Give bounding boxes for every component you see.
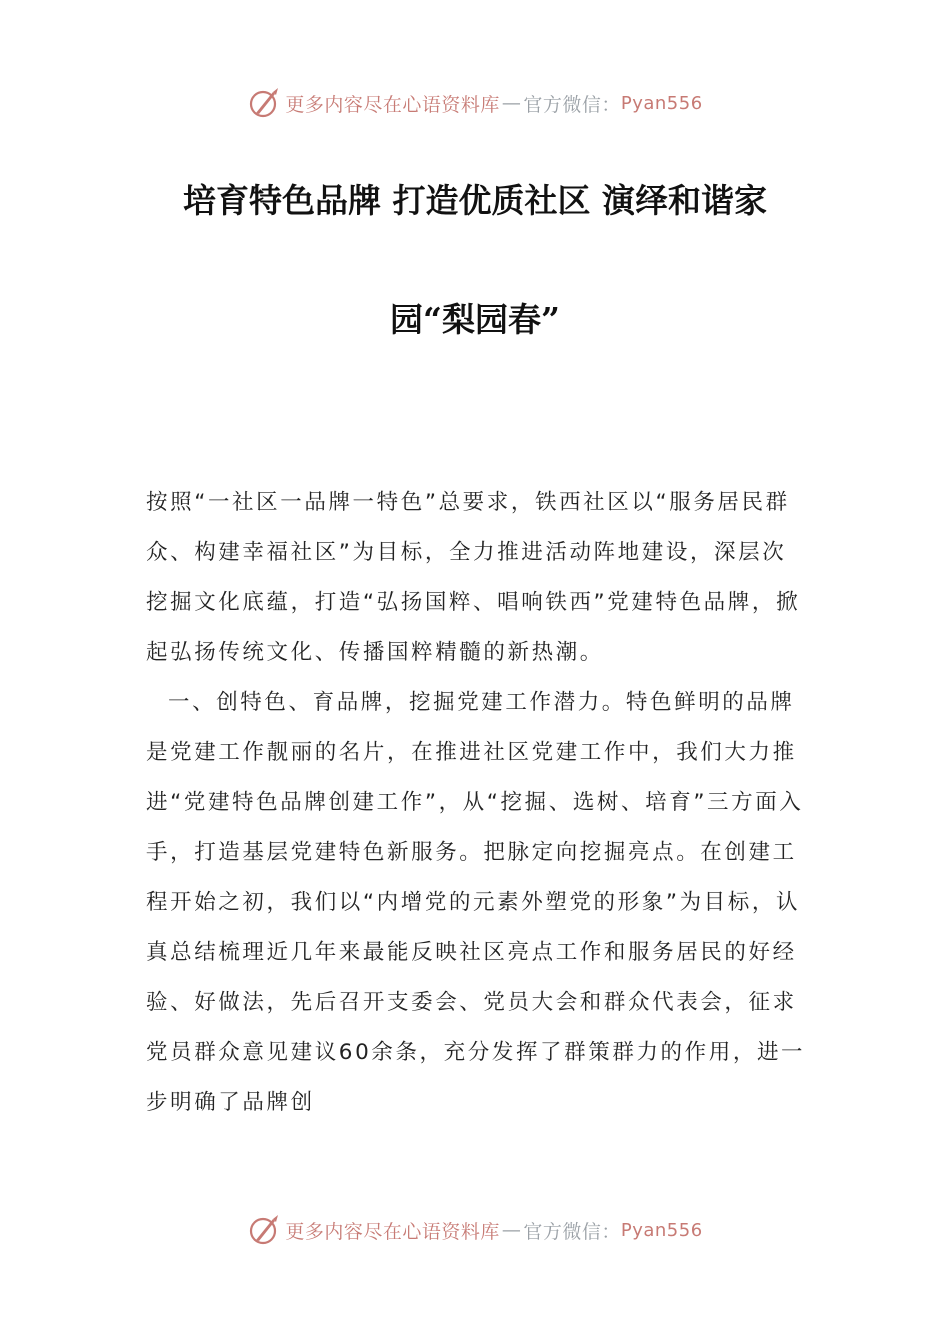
watermark-brand-text: 官方微信： [523, 1220, 621, 1243]
watermark-separator: — [501, 1219, 522, 1241]
watermark-wechat-id: Pyan556 [620, 92, 703, 114]
body-paragraph-1: 按照“一社区一品牌一特色”总要求，铁西社区以“服务居民群众、构建幸福社区”为目标，全力推进活动阵地建设，深层次挖掘文化底蕴，打造“弘扬国粹、唱响铁西”党建特色品牌，掀起弘扬传统文化、传播国粹精髓的新热潮。 [146, 490, 801, 665]
document-title-line-2: 园“梨园春” [390, 300, 560, 339]
watermark-lead-text: 更多内容尽在心语资料库 [285, 1220, 500, 1243]
watermark-wechat-id: Pyan556 [620, 1219, 703, 1241]
watermark-brand-text: 官方微信： [523, 93, 621, 116]
watermark-separator: — [501, 92, 522, 114]
document-title-line-1: 培育特色品牌 打造优质社区 演绎和谐家 [183, 181, 767, 220]
body-paragraph-2: 一、创特色、育品牌，挖掘党建工作潜力。特色鲜明的品牌是党建工作靓丽的名片，在推进社区党建工作中，我们大力推进“党建特色品牌创建工作”，从“挖掘、选树、培育”三方面入手，打造基层党建特色新服务。把脉定向挖掘亮点。在创建工程开始之初，我们以“内增党的元素外塑党的形象”为目标，认真总结梳理近几年来最能反映社区亮点工作和服务居民的好经验、好做法，先后召开支委会、党员大会和群众代表会，征求党员群众意见建议60余条，充分发挥了群策群力的作用，进一步明确了品牌创 [146, 690, 806, 1115]
watermark-lead-text: 更多内容尽在心语资料库 [285, 93, 500, 116]
watermark-footer [0, 1210, 950, 1250]
quill-pen-logo-icon [247, 1213, 281, 1247]
watermark-header [0, 83, 950, 123]
quill-pen-logo-icon [247, 86, 281, 120]
document-body [146, 478, 808, 1128]
